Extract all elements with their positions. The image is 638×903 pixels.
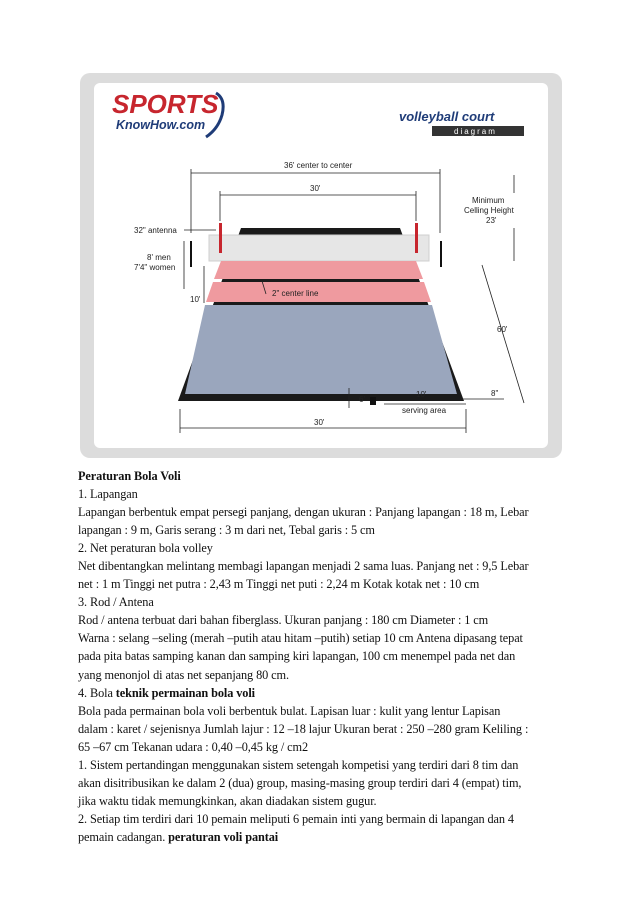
net-post-right — [440, 241, 442, 267]
text-line: Net dibentangkan melintang membagi lapangan menjadi 2 sama luas. Panjang net : 9,5 Lebar — [78, 559, 529, 574]
text-line: Bola pada permainan bola voli berbentuk bulat. Lapisan luar : kulit yang lentur Lapisan — [78, 703, 501, 718]
diagram-subtitle: diagram — [454, 127, 497, 136]
text-line: yang menonjol di atas net sepanjang 80 cm. — [78, 667, 289, 682]
ceiling-label-3: 23' — [486, 216, 497, 225]
label-6ft: 6' — [359, 395, 365, 404]
volleyball-court-diagram — [80, 73, 562, 458]
antenna-right — [415, 223, 418, 253]
serving-mark — [370, 397, 376, 405]
section-4-heading: 4. Bola teknik permainan bola voli — [78, 685, 255, 700]
label-8in: 8" — [491, 389, 499, 398]
net — [209, 235, 429, 261]
net-height-women: 7'4" women — [134, 263, 176, 272]
front-zone-lower — [206, 282, 431, 302]
text-line: 1. Sistem pertandingan menggunakan sistem setengah kompetisi yang terdiri dari 8 tim dan — [78, 757, 519, 772]
text-line: 2. Setiap tim terdiri dari 10 pemain meliputi 6 pemain inti yang bermain di lapangan dan 4 — [78, 811, 514, 826]
ceiling-label-2: Celling Height — [464, 206, 514, 215]
net-height-men: 8' men — [147, 253, 171, 262]
length-label: 60' — [497, 325, 508, 334]
attack-line-label: 10' — [190, 295, 201, 304]
antenna-left — [219, 223, 222, 253]
dim-36-label: 36' center to center — [284, 161, 353, 170]
back-zone — [185, 305, 457, 394]
court-diagram-svg — [94, 83, 548, 448]
diagram-header — [399, 109, 524, 136]
logo-knowhow-text: KnowHow.com — [116, 118, 206, 132]
section-4-bold: teknik permainan bola voli — [115, 685, 255, 700]
text-line: 2. Net peraturan bola volley — [78, 541, 213, 556]
antenna-label: 32" antenna — [134, 226, 177, 235]
length-dim — [482, 265, 524, 403]
text-line: Rod / antena terbuat dari bahan fiberglass. Ukuran panjang : 180 cm Diameter : 1 cm — [78, 613, 489, 628]
ceiling-label-1: Minimum — [472, 196, 505, 205]
last-line: pemain cadangan. peraturan voli pantai — [78, 829, 279, 844]
text-line: dalam : karet / sejenisnya Jumlah lajur : 12 –18 lajur Ukuran berat : 250 –280 gram Keliling : — [78, 721, 529, 736]
text-line: 65 –67 cm Tekanan udara : 0,40 –0,45 kg / cm2 — [78, 739, 309, 754]
text-line: akan disitribusikan ke dalam 2 (dua) group, masing-masing group terdiri dari 4 (empat) tim, — [78, 775, 522, 790]
net-post-left — [190, 241, 192, 267]
text-line: Warna : selang –seling (merah –putih atau hitam –putih) setiap 10 cm Antena dipasang tepat — [78, 631, 523, 646]
dim-30-bottom-label: 30' — [314, 418, 325, 427]
dim-30-top — [220, 191, 416, 221]
text-line: Lapangan berbentuk empat persegi panjang, dengan ukuran : Panjang lapangan : 18 m, Lebar — [78, 505, 529, 520]
text-line: net : 1 m Tinggi net putra : 2,43 m Tinggi net puti : 2,24 m Kotak kotak net : 10 cm — [78, 577, 480, 592]
center-line-label: 2" center line — [272, 289, 319, 298]
diagram-panel — [94, 83, 548, 448]
text-line: jika waktu tidak memungkinkan, akan diadakan sistem gugur. — [78, 793, 377, 808]
document-body — [78, 467, 562, 846]
diagram-title: volleyball court — [399, 109, 495, 124]
serving-area-label: serving area — [402, 406, 447, 415]
text-line: 1. Lapangan — [78, 487, 138, 502]
sportsknowhow-logo — [112, 89, 223, 137]
serving-10-label: 10' — [416, 390, 427, 399]
text-line: lapangan : 9 m, Garis serang : 3 m dari net, Tebal garis : 5 cm — [78, 523, 375, 538]
logo-sports-text: SPORTS — [112, 89, 219, 119]
dim-36-center — [191, 169, 440, 233]
document-title: Peraturan Bola Voli — [78, 469, 181, 483]
beach-volley-heading: peraturan voli pantai — [168, 829, 279, 844]
dim-30-top-label: 30' — [310, 184, 321, 193]
text-line: pada pita batas samping kanan dan samping kiri lapangan, 100 cm menempel pada net dan — [78, 649, 516, 664]
front-zone-upper — [214, 261, 423, 279]
text-line: 3. Rod / Antena — [78, 595, 154, 610]
